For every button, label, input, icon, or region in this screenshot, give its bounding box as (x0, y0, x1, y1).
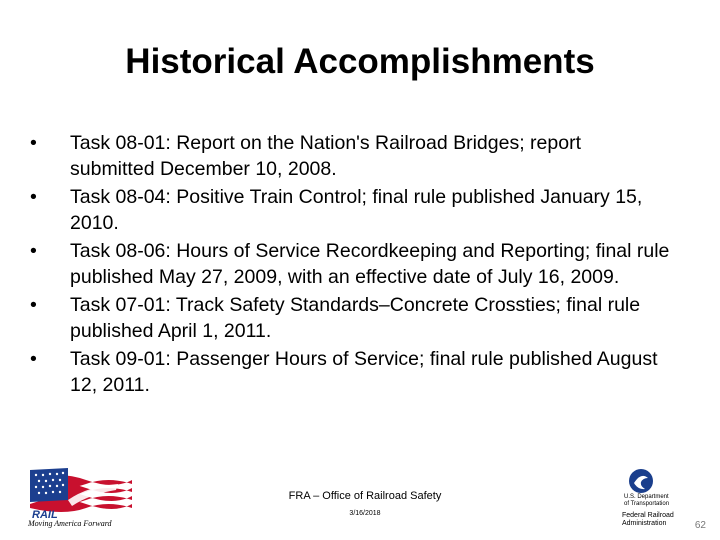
bullet-dot-icon: • (30, 240, 37, 262)
bullet-list (30, 130, 670, 400)
bullet-text: Task 07-01: Track Safety Standards–Concrete Crossties; final rule published April 1, 2011. (70, 294, 641, 342)
bullet-text: Task 09-01: Passenger Hours of Service; final rule published August 12, 2011. (70, 348, 658, 396)
footer-date: 3/16/2018 (349, 510, 381, 517)
bullet-item (30, 292, 670, 344)
bullet-dot-icon: • (30, 186, 37, 208)
bullet-item (30, 130, 670, 182)
dot-eagle-logo-icon (628, 468, 654, 494)
rail-tagline: Moving America Forward (28, 519, 112, 528)
bullet-item (30, 346, 670, 398)
bullet-text: Task 08-06: Hours of Service Recordkeeping and Reporting; final rule published May 27, 2009, with an effective date of July 16, 2009. (70, 240, 670, 288)
bullet-item (30, 184, 670, 236)
fra-administration-text (622, 512, 674, 528)
fra-line-1: Federal Railroad (622, 512, 674, 519)
dot-line-1: U.S. Department (624, 494, 669, 500)
bullet-dot-icon: • (30, 132, 37, 154)
slide-title: Historical Accomplishments (125, 42, 595, 81)
bullet-dot-icon: • (30, 348, 37, 370)
dot-line-2: of Transportation (624, 501, 670, 507)
rail-logo-text: RAIL (32, 509, 58, 521)
bullet-text: Task 08-04: Positive Train Control; final rule published January 15, 2010. (70, 186, 643, 234)
fra-line-2: Administration (622, 520, 667, 527)
bullet-text: Task 08-01: Report on the Nation's Railroad Bridges; report submitted December 10, 2008. (70, 132, 581, 180)
footer-office: FRA – Office of Railroad Safety (288, 490, 442, 502)
bullet-dot-icon: • (30, 294, 37, 316)
bullet-item (30, 238, 670, 290)
dot-department-text (624, 494, 669, 508)
page-number: 62 (694, 520, 706, 531)
